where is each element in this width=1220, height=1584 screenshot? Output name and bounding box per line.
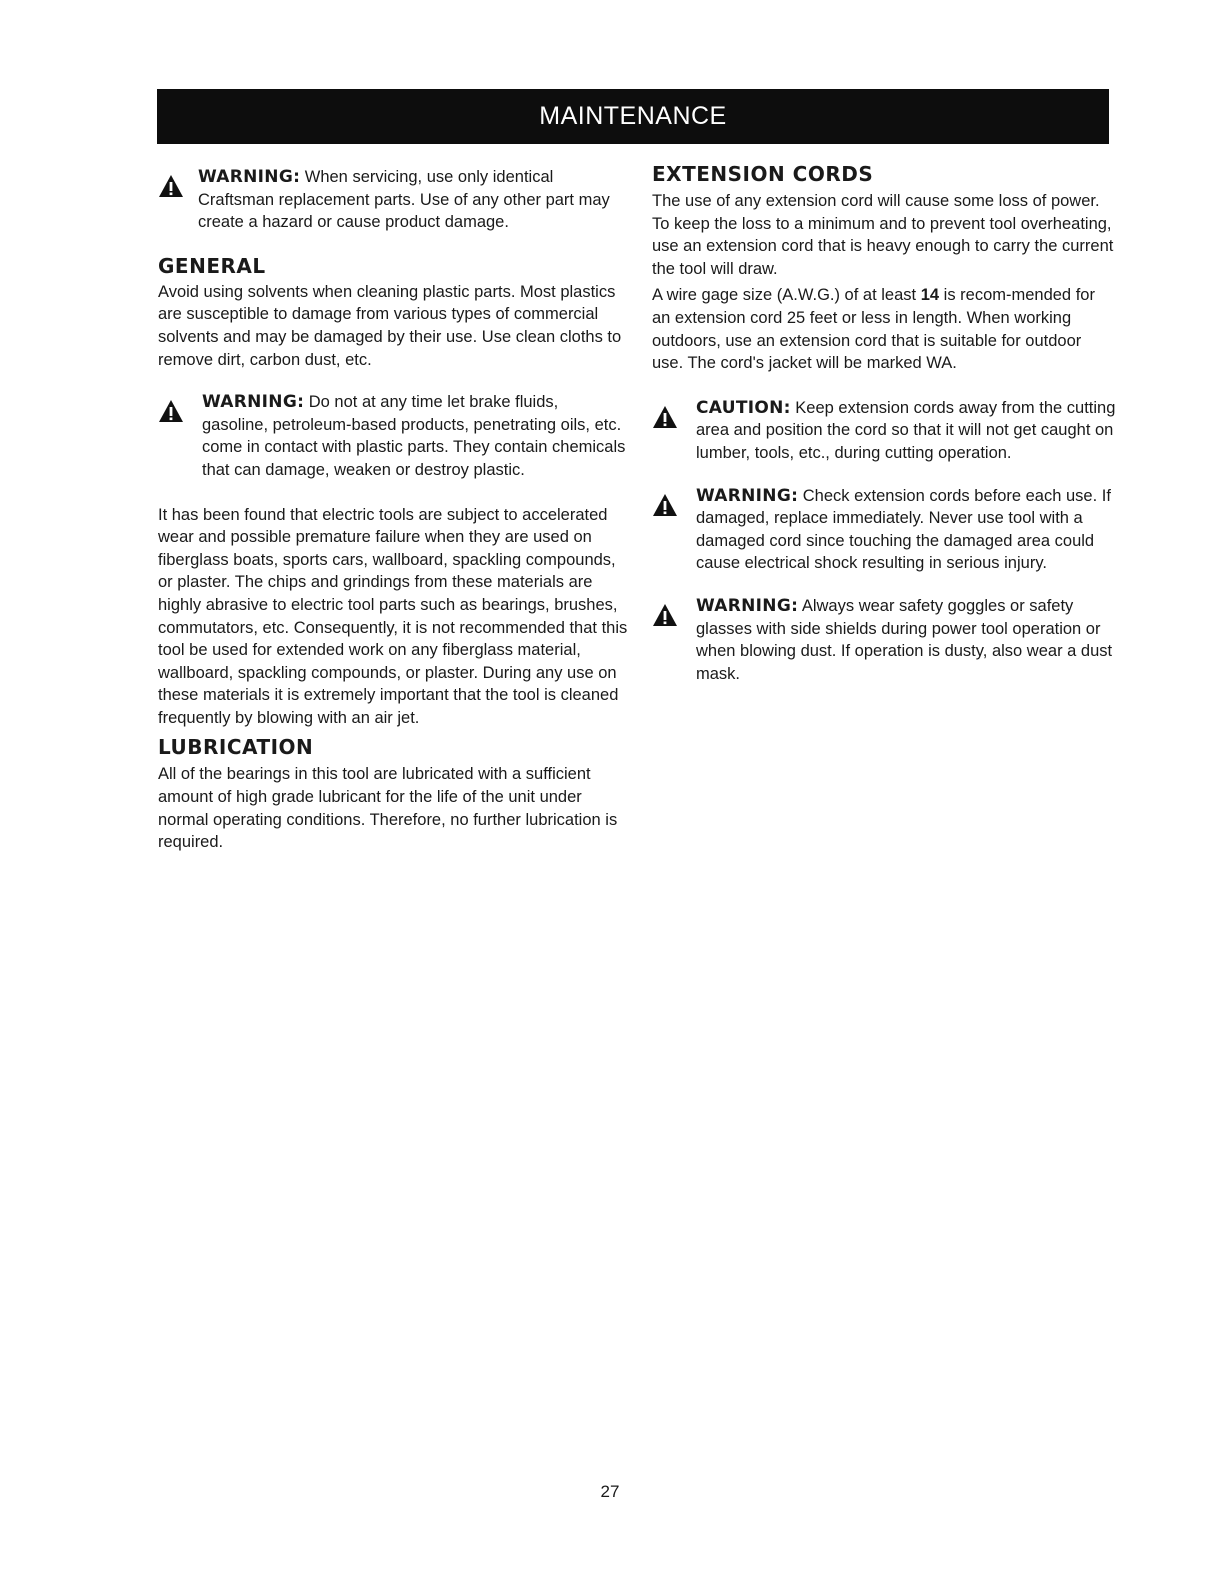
page-number: 27 (600, 1482, 620, 1501)
caution-label: CAUTION: (696, 397, 791, 418)
warning-triangle-icon (158, 174, 184, 198)
warning-triangle-icon (652, 603, 678, 627)
warning-text: Check extension cords before each use. If damaged, replace immediately. Never use tool with a damaged cord since touching the damaged area could cause electrical shock resulting in serious injury. (696, 486, 1111, 573)
warning-triangle-icon (652, 493, 678, 517)
general-heading: GENERAL (158, 253, 266, 278)
section-banner (157, 89, 1109, 144)
warning-triangle-icon (158, 399, 184, 423)
lubrication-paragraph: All of the bearings in this tool are lubricated with a sufficient amount of high grade lubricant for the life of the unit under normal operating conditions. Therefore, no further lubrication is required. (158, 765, 618, 852)
right-column (652, 162, 1117, 685)
extension-cords-heading: EXTENSION CORDS (652, 162, 874, 186)
warning-text: Do not at any time let brake fluids, gasoline, petroleum-based products, penetrating oils, etc. come in contact with plastic parts. They contain chemicals that can damage, weaken or destroy plastic. (202, 393, 626, 479)
warning-text: When servicing, use only identical Craftsman replacement parts. Use of any other part may create a hazard or cause product damage. (198, 168, 610, 232)
warning-label: WARNING: (696, 595, 799, 616)
warning-check-cords (652, 485, 1117, 575)
lubrication-heading: LUBRICATION (158, 735, 314, 760)
extension-paragraph-2: A wire gage size (A.W.G.) of at least 14 is recom-mended for an extension cord 25 feet or less in length. When working outdoors, use an extension cord that is suitable for outdoor use. The cord's jacket will be marked WA. (652, 286, 1095, 373)
warning-text: Always wear safety goggles or safety glasses with side shields during power tool operation or when blowing dust. If operation is dusty, also wear a dust mask. (696, 596, 1113, 683)
caution-extension-cords (652, 397, 1117, 465)
warning-label: WARNING: (198, 167, 301, 187)
extension-paragraph-1: The use of any extension cord will cause some loss of power. To keep the loss to a minimum and to prevent tool overheating, use an extension cord that is heavy enough to carry the current the tool will draw. (652, 192, 1114, 278)
warning-plastic-parts (158, 391, 633, 481)
fiberglass-paragraph: It has been found that electric tools are subject to accelerated wear and possible premature failure when they are used on fiberglass boats, sports cars, wallboard, spackling compounds, or plaster. The chips and grindings from these materials are highly abrasive to electric tool parts such as bearings, brushes, commutators, etc. Consequently, it is not recommended that this tool be used for extended work on any fiberglass material, wallboard, spackling compounds, or plaster. During any use on these materials it is extremely important that the tool is cleaned frequently by blowing with an air jet. (158, 505, 628, 727)
warning-label: WARNING: (202, 392, 305, 413)
left-column (158, 166, 633, 854)
warning-replacement-parts (158, 166, 633, 234)
caution-text: Keep extension cords away from the cutting area and position the cord so that it will not get caught on lumber, tools, etc., during cutting operation. (696, 398, 1116, 462)
general-paragraph: Avoid using solvents when cleaning plastic parts. Most plastics are susceptible to damage from various types of commercial solvents and may be damaged by their use. Use clean cloths to remove dirt, carbon dust, etc. (158, 282, 622, 369)
warning-triangle-icon (652, 405, 678, 429)
banner-title: MAINTENANCE (539, 102, 727, 130)
warning-label: WARNING: (696, 485, 799, 506)
warning-safety-goggles (652, 595, 1117, 685)
